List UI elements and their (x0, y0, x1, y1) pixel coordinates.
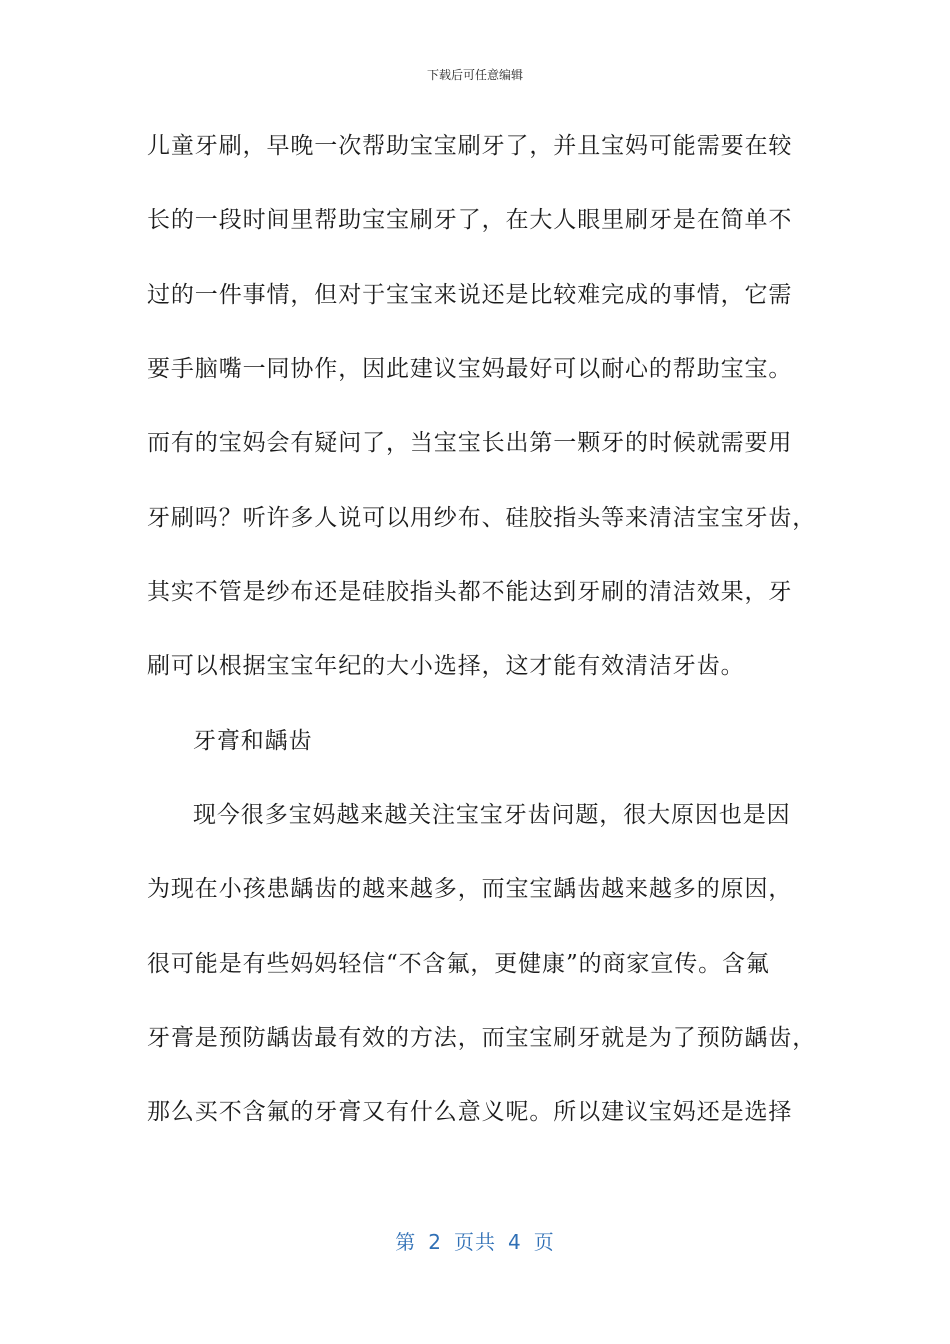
footer-suffix: 页 (533, 1230, 555, 1254)
page-header: 下载后可任意编辑 (426, 68, 523, 82)
page-footer (0, 1226, 950, 1255)
text-line: 其实不管是纱布还是硅胶指头都不能达到牙刷的清洁效果，牙 (147, 579, 793, 605)
text-line: 牙刷吗？听许多人说可以用纱布、硅胶指头等来清洁宝宝牙齿， (147, 505, 817, 531)
text-line: 那么买不含氟的牙膏又有什么意义呢。所以建议宝妈还是选择 (147, 1099, 793, 1125)
current-page-number: 2 (428, 1230, 442, 1254)
text-line: 刷可以根据宝宝年纪的大小选择，这才能有效清洁牙齿。 (147, 653, 745, 679)
text-line: 儿童牙刷，早晚一次帮助宝宝刷牙了，并且宝妈可能需要在较 (147, 133, 793, 159)
text-line: 要手脑嘴一同协作，因此建议宝妈最好可以耐心的帮助宝宝。 (147, 356, 793, 382)
text-line: 很可能是有些妈妈轻信“不含氟，更健康”的商家宣传。含氟 (147, 951, 770, 977)
footer-prefix: 第 (395, 1230, 417, 1254)
section-heading: 牙膏和龋齿 (193, 728, 313, 754)
text-line: 现今很多宝妈越来越关注宝宝牙齿问题，很大原因也是因 (193, 802, 791, 828)
text-line: 长的一段时间里帮助宝宝刷牙了，在大人眼里刷牙是在简单不 (147, 207, 793, 233)
text-line: 牙膏是预防龋齿最有效的方法，而宝宝刷牙就是为了预防龋齿， (147, 1025, 817, 1051)
text-line: 为现在小孩患龋齿的越来越多，而宝宝龋齿越来越多的原因， (147, 876, 793, 902)
total-pages-number: 4 (508, 1230, 522, 1254)
text-line: 过的一件事情，但对于宝宝来说还是比较难完成的事情，它需 (147, 282, 793, 308)
footer-middle: 页共 (454, 1230, 496, 1254)
text-line: 而有的宝妈会有疑问了，当宝宝长出第一颗牙的时候就需要用 (147, 430, 793, 456)
